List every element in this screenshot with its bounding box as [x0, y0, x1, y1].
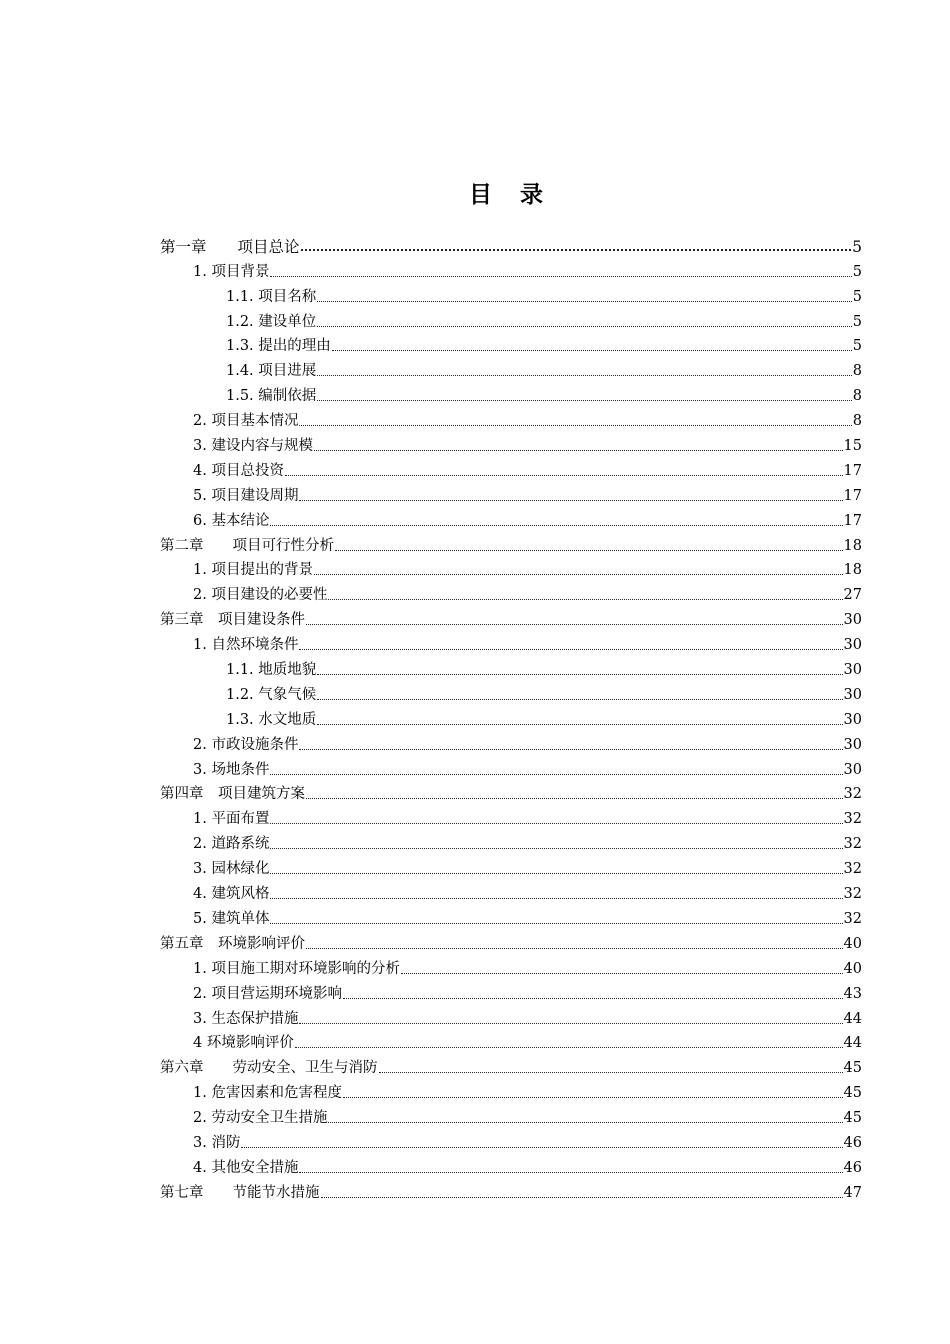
toc-entry-page: 47: [843, 1184, 862, 1201]
toc-entry[interactable]: [160, 530, 862, 555]
toc-entry[interactable]: [160, 779, 862, 804]
toc-entry[interactable]: [160, 1052, 862, 1077]
toc-entry-label: 1. 平面布置: [193, 811, 270, 828]
toc-entry-page: 30: [843, 662, 862, 679]
toc-entry-page: 8: [852, 413, 862, 430]
toc-entry[interactable]: [160, 355, 862, 380]
toc-leader-dots: [270, 923, 842, 924]
toc-entry-label: 5. 项目建设周期: [193, 487, 299, 504]
toc-entry[interactable]: [160, 1102, 862, 1127]
toc-entry-page: 45: [843, 1060, 862, 1077]
toc-entry-label: 4. 项目总投资: [193, 462, 284, 479]
toc-entry[interactable]: [160, 480, 862, 505]
toc-entry-page: 45: [843, 1110, 862, 1127]
toc-entry-page: 30: [843, 612, 862, 629]
toc-entry[interactable]: [160, 505, 862, 530]
toc-entry[interactable]: [160, 231, 862, 256]
toc-entry-page: 32: [843, 836, 862, 853]
toc-entry-page: 46: [843, 1134, 862, 1151]
toc-leader-dots: [270, 276, 851, 277]
toc-entry-label: 6. 基本结论: [193, 512, 270, 529]
toc-leader-dots: [306, 624, 843, 625]
toc-entry-page: 40: [843, 935, 862, 952]
toc-entry-label: 1.2. 气象气候: [226, 686, 317, 703]
toc-leader-dots: [317, 699, 842, 700]
toc-entry-page: 32: [843, 910, 862, 927]
toc-entry-page: 8: [852, 388, 862, 405]
toc-entry-page: 5: [852, 263, 862, 280]
toc-entry-page: 44: [843, 1035, 862, 1052]
toc-leader-dots: [299, 425, 851, 426]
toc-entry[interactable]: [160, 306, 862, 331]
toc-entry-page: 8: [852, 363, 862, 380]
toc-entry-page: 30: [843, 637, 862, 654]
toc-leader-dots: [299, 1172, 842, 1173]
toc-leader-dots: [270, 823, 842, 824]
toc-entry-label: 1.4. 项目进展: [226, 363, 317, 380]
toc-leader-dots: [270, 898, 842, 899]
toc-leader-dots: [270, 873, 842, 874]
toc-entry-label: 4 环境影响评价: [193, 1035, 294, 1052]
toc-entry-page: 40: [843, 960, 862, 977]
toc-leader-dots: [306, 948, 843, 949]
toc-leader-dots: [317, 400, 851, 401]
toc-entry[interactable]: [160, 878, 862, 903]
toc-entry[interactable]: [160, 1152, 862, 1177]
toc-leader-dots: [285, 475, 843, 476]
toc-leader-dots: [328, 599, 842, 600]
toc-entry[interactable]: [160, 978, 862, 1003]
toc-entry-label: 2. 项目基本情况: [193, 413, 299, 430]
toc-entry-page: 17: [843, 512, 862, 529]
toc-leader-dots: [317, 301, 851, 302]
toc-entry-label: 2. 市政设施条件: [193, 736, 299, 753]
toc-entry-label: 1. 自然环境条件: [193, 637, 299, 654]
toc-entry-label: 第四章 项目建筑方案: [160, 786, 305, 803]
toc-entry-page: 45: [843, 1085, 862, 1102]
toc-entry[interactable]: [160, 380, 862, 405]
toc-leader-dots: [299, 1023, 842, 1024]
toc-leader-dots: [270, 848, 842, 849]
toc-entry-label: 2. 道路系统: [193, 836, 270, 853]
toc-entry-page: 32: [843, 811, 862, 828]
toc-entry-page: 44: [843, 1010, 862, 1027]
toc-entry-label: 1.5. 编制依据: [226, 388, 317, 405]
toc-entry-label: 1.1. 项目名称: [226, 288, 317, 305]
toc-entry-label: 3. 生态保护措施: [193, 1010, 299, 1027]
toc-entry-label: 1. 项目施工期对环境影响的分析: [193, 960, 400, 977]
toc-leader-dots: [299, 749, 842, 750]
toc-entry-label: 4. 其他安全措施: [193, 1159, 299, 1176]
toc-entry-label: 1. 项目提出的背景: [193, 562, 313, 579]
toc-leader-dots: [301, 249, 852, 251]
toc-leader-dots: [335, 550, 843, 551]
page-title: 目 录: [468, 181, 553, 208]
toc-leader-dots: [317, 326, 851, 327]
toc-entry[interactable]: [160, 679, 862, 704]
toc-entry-page: 30: [843, 711, 862, 728]
toc-entry[interactable]: [160, 281, 862, 306]
toc-entry-page: 18: [843, 562, 862, 579]
toc-entry-page: 32: [843, 886, 862, 903]
toc-entry-label: 2. 劳动安全卫生措施: [193, 1110, 328, 1127]
toc-entry-page: 43: [843, 985, 862, 1002]
toc-entry-page: 5: [852, 237, 862, 256]
toc-leader-dots: [332, 350, 852, 351]
toc-entry[interactable]: [160, 654, 862, 679]
toc-leader-dots: [314, 450, 843, 451]
toc-entry-page: 5: [852, 313, 862, 330]
toc-leader-dots: [317, 724, 842, 725]
toc-entry-label: 第六章 劳动安全、卫生与消防: [160, 1060, 378, 1077]
toc-entry[interactable]: [160, 331, 862, 356]
toc-leader-dots: [343, 998, 843, 999]
toc-entry[interactable]: [160, 928, 862, 953]
toc-entry-page: 46: [843, 1159, 862, 1176]
toc-leader-dots: [328, 1122, 842, 1123]
toc-entry-label: 3. 园林绿化: [193, 861, 270, 878]
toc-entry-label: 3. 消防: [193, 1134, 241, 1151]
toc-entry[interactable]: [160, 953, 862, 978]
toc-entry[interactable]: [160, 579, 862, 604]
toc-entry[interactable]: [160, 704, 862, 729]
toc-entry[interactable]: [160, 853, 862, 878]
toc-entry-page: 30: [843, 761, 862, 778]
toc-entry-page: 30: [843, 686, 862, 703]
toc-leader-dots: [401, 973, 843, 974]
table-of-contents: [160, 231, 862, 1202]
toc-leader-dots: [299, 500, 842, 501]
toc-leader-dots: [270, 774, 842, 775]
toc-entry[interactable]: [160, 1003, 862, 1028]
toc-entry-label: 第一章 项目总论: [160, 237, 300, 256]
toc-leader-dots: [321, 1197, 843, 1198]
toc-entry-label: 第五章 环境影响评价: [160, 935, 305, 952]
toc-entry[interactable]: [160, 455, 862, 480]
toc-entry-label: 2. 项目建设的必要性: [193, 587, 328, 604]
toc-entry-label: 第七章 节能节水措施: [160, 1184, 320, 1201]
toc-leader-dots: [343, 1097, 843, 1098]
toc-entry-label: 1. 项目背景: [193, 263, 270, 280]
toc-entry-label: 1.2. 建设单位: [226, 313, 317, 330]
toc-entry-label: 3. 建设内容与规模: [193, 438, 313, 455]
toc-entry[interactable]: [160, 1127, 862, 1152]
toc-leader-dots: [295, 1047, 843, 1048]
toc-leader-dots: [317, 674, 842, 675]
toc-entry[interactable]: [160, 256, 862, 281]
toc-entry-page: 30: [843, 736, 862, 753]
toc-leader-dots: [379, 1072, 843, 1073]
toc-entry-page: 17: [843, 487, 862, 504]
toc-entry[interactable]: [160, 903, 862, 928]
toc-entry-page: 27: [843, 587, 862, 604]
toc-entry-page: 17: [843, 462, 862, 479]
toc-entry-label: 3. 场地条件: [193, 761, 270, 778]
toc-entry[interactable]: [160, 604, 862, 629]
toc-leader-dots: [241, 1147, 842, 1148]
toc-entry-page: 5: [852, 338, 862, 355]
toc-entry-page: 18: [843, 537, 862, 554]
toc-entry[interactable]: [160, 729, 862, 754]
toc-entry-label: 1.3. 提出的理由: [226, 338, 331, 355]
toc-entry[interactable]: [160, 629, 862, 654]
toc-entry-label: 4. 建筑风格: [193, 886, 270, 903]
toc-entry-label: 1.1. 地质地貌: [226, 662, 317, 679]
toc-leader-dots: [306, 798, 843, 799]
toc-leader-dots: [314, 574, 843, 575]
toc-entry-label: 第二章 项目可行性分析: [160, 537, 334, 554]
toc-entry-label: 5. 建筑单体: [193, 910, 270, 927]
toc-leader-dots: [299, 649, 842, 650]
toc-entry-page: 32: [843, 786, 862, 803]
toc-entry-page: 15: [843, 438, 862, 455]
toc-entry[interactable]: [160, 803, 862, 828]
toc-entry[interactable]: [160, 1077, 862, 1102]
toc-entry[interactable]: [160, 754, 862, 779]
toc-entry-label: 1.3. 水文地质: [226, 711, 317, 728]
toc-entry-label: 2. 项目营运期环境影响: [193, 985, 342, 1002]
toc-entry-label: 第三章 项目建设条件: [160, 612, 305, 629]
toc-leader-dots: [317, 375, 851, 376]
toc-entry[interactable]: [160, 430, 862, 455]
toc-entry[interactable]: [160, 405, 862, 430]
toc-entry[interactable]: [160, 1028, 862, 1053]
toc-leader-dots: [270, 525, 842, 526]
toc-entry-page: 32: [843, 861, 862, 878]
toc-entry-label: 1. 危害因素和危害程度: [193, 1085, 342, 1102]
toc-entry[interactable]: [160, 828, 862, 853]
toc-entry[interactable]: [160, 555, 862, 580]
toc-entry-page: 5: [852, 288, 862, 305]
toc-entry[interactable]: [160, 1177, 862, 1202]
